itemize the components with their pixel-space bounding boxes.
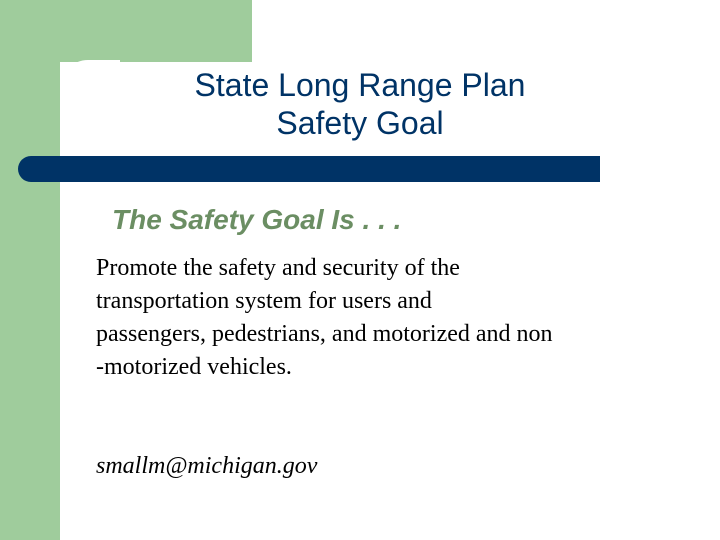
title-divider-bar	[18, 156, 600, 182]
contact-email: smallm@michigan.gov	[96, 453, 318, 479]
decorative-green-header-block	[0, 0, 252, 62]
goal-statement-line-2: transportation system for users and	[96, 288, 432, 314]
slide-title	[60, 66, 660, 142]
goal-statement-line-1: Promote the safety and security of the	[96, 255, 460, 281]
slide-subheading: The Safety Goal Is . . .	[112, 204, 402, 235]
goal-statement	[96, 252, 656, 384]
slide-title-line-1: State Long Range Plan	[194, 67, 526, 103]
decorative-green-sidebar	[0, 0, 60, 540]
goal-statement-line-3: passengers, pedestrians, and motorized and non	[96, 321, 553, 347]
slide-title-line-2: Safety Goal	[276, 105, 444, 141]
goal-statement-line-4: -motorized vehicles.	[96, 354, 292, 380]
